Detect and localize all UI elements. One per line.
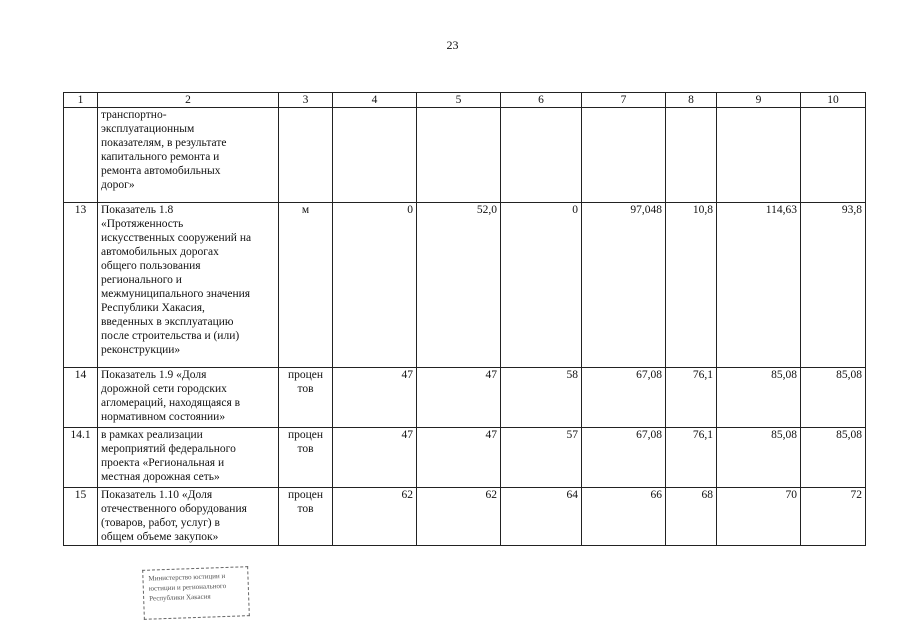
table-row — [64, 368, 866, 428]
value-cell: 114,63 — [717, 203, 801, 368]
page-number: 23 — [446, 38, 459, 52]
indicator-name-cell: Показатель 1.10 «Доля отечественного оборудования (товаров, работ, услуг) в общем объеме закупок» — [98, 488, 279, 546]
value-cell — [417, 108, 501, 203]
indicator-name-cell: Показатель 1.8 «Протяженность искусственных сооружений на автомобильных дорогах общего пользования регионального и межмуниципального значения Республики Хакасия, введенных в эксплуатацию после строительства и (или) реконструкции» — [98, 203, 279, 368]
value-cell — [666, 108, 717, 203]
value-cell: 47 — [333, 428, 417, 488]
col-header: 7 — [582, 93, 666, 108]
col-header: 5 — [417, 93, 501, 108]
value-cell: 76,1 — [666, 368, 717, 428]
row-number-cell: 14 — [64, 368, 98, 428]
col-header: 3 — [279, 93, 333, 108]
value-cell: 85,08 — [717, 368, 801, 428]
col-header: 2 — [98, 93, 279, 108]
value-cell: 70 — [717, 488, 801, 546]
table-row — [64, 428, 866, 488]
value-cell: 62 — [333, 488, 417, 546]
col-header: 1 — [64, 93, 98, 108]
registration-stamp — [142, 566, 250, 620]
value-cell: 62 — [417, 488, 501, 546]
indicators-table — [63, 92, 866, 546]
unit-cell: процен тов — [279, 368, 333, 428]
col-header: 10 — [801, 93, 866, 108]
col-header: 8 — [666, 93, 717, 108]
value-cell — [717, 108, 801, 203]
value-cell: 68 — [666, 488, 717, 546]
table-row — [64, 108, 866, 203]
value-cell: 72 — [801, 488, 866, 546]
value-cell: 85,08 — [801, 368, 866, 428]
col-header: 4 — [333, 93, 417, 108]
row-number-cell: 13 — [64, 203, 98, 368]
value-cell — [582, 108, 666, 203]
value-cell: 0 — [333, 203, 417, 368]
value-cell: 10,8 — [666, 203, 717, 368]
value-cell: 52,0 — [417, 203, 501, 368]
indicator-name-cell: транспортно- эксплуатационным показателям, в результате капитального ремонта и ремонта автомобильных дорог» — [98, 108, 279, 203]
value-cell — [333, 108, 417, 203]
col-header: 9 — [717, 93, 801, 108]
value-cell: 97,048 — [582, 203, 666, 368]
value-cell: 0 — [501, 203, 582, 368]
unit-cell — [279, 108, 333, 203]
value-cell: 76,1 — [666, 428, 717, 488]
value-cell: 47 — [333, 368, 417, 428]
row-number-cell: 15 — [64, 488, 98, 546]
unit-cell: процен тов — [279, 488, 333, 546]
value-cell: 67,08 — [582, 428, 666, 488]
value-cell: 47 — [417, 428, 501, 488]
value-cell: 58 — [501, 368, 582, 428]
indicator-name-cell: Показатель 1.9 «Доля дорожной сети городских агломераций, находящаяся в нормативном состоянии» — [98, 368, 279, 428]
unit-cell: м — [279, 203, 333, 368]
table-row — [64, 488, 866, 546]
header-row — [64, 93, 866, 108]
unit-cell: процен тов — [279, 428, 333, 488]
row-number-cell: 14.1 — [64, 428, 98, 488]
indicator-name-cell: в рамках реализации мероприятий федерального проекта «Региональная и местная дорожная сеть» — [98, 428, 279, 488]
value-cell — [501, 108, 582, 203]
stamp-line: Республики Хакасия — [149, 592, 211, 603]
value-cell: 85,08 — [801, 428, 866, 488]
value-cell: 64 — [501, 488, 582, 546]
value-cell: 67,08 — [582, 368, 666, 428]
col-header: 6 — [501, 93, 582, 108]
value-cell: 57 — [501, 428, 582, 488]
value-cell — [801, 108, 866, 203]
value-cell: 66 — [582, 488, 666, 546]
value-cell: 47 — [417, 368, 501, 428]
table-row — [64, 203, 866, 368]
stamp-line: Министерство юстиции и — [148, 571, 226, 583]
value-cell: 85,08 — [717, 428, 801, 488]
stamp-line: юстиции и регионального — [148, 581, 227, 593]
row-number-cell — [64, 108, 98, 203]
value-cell: 93,8 — [801, 203, 866, 368]
